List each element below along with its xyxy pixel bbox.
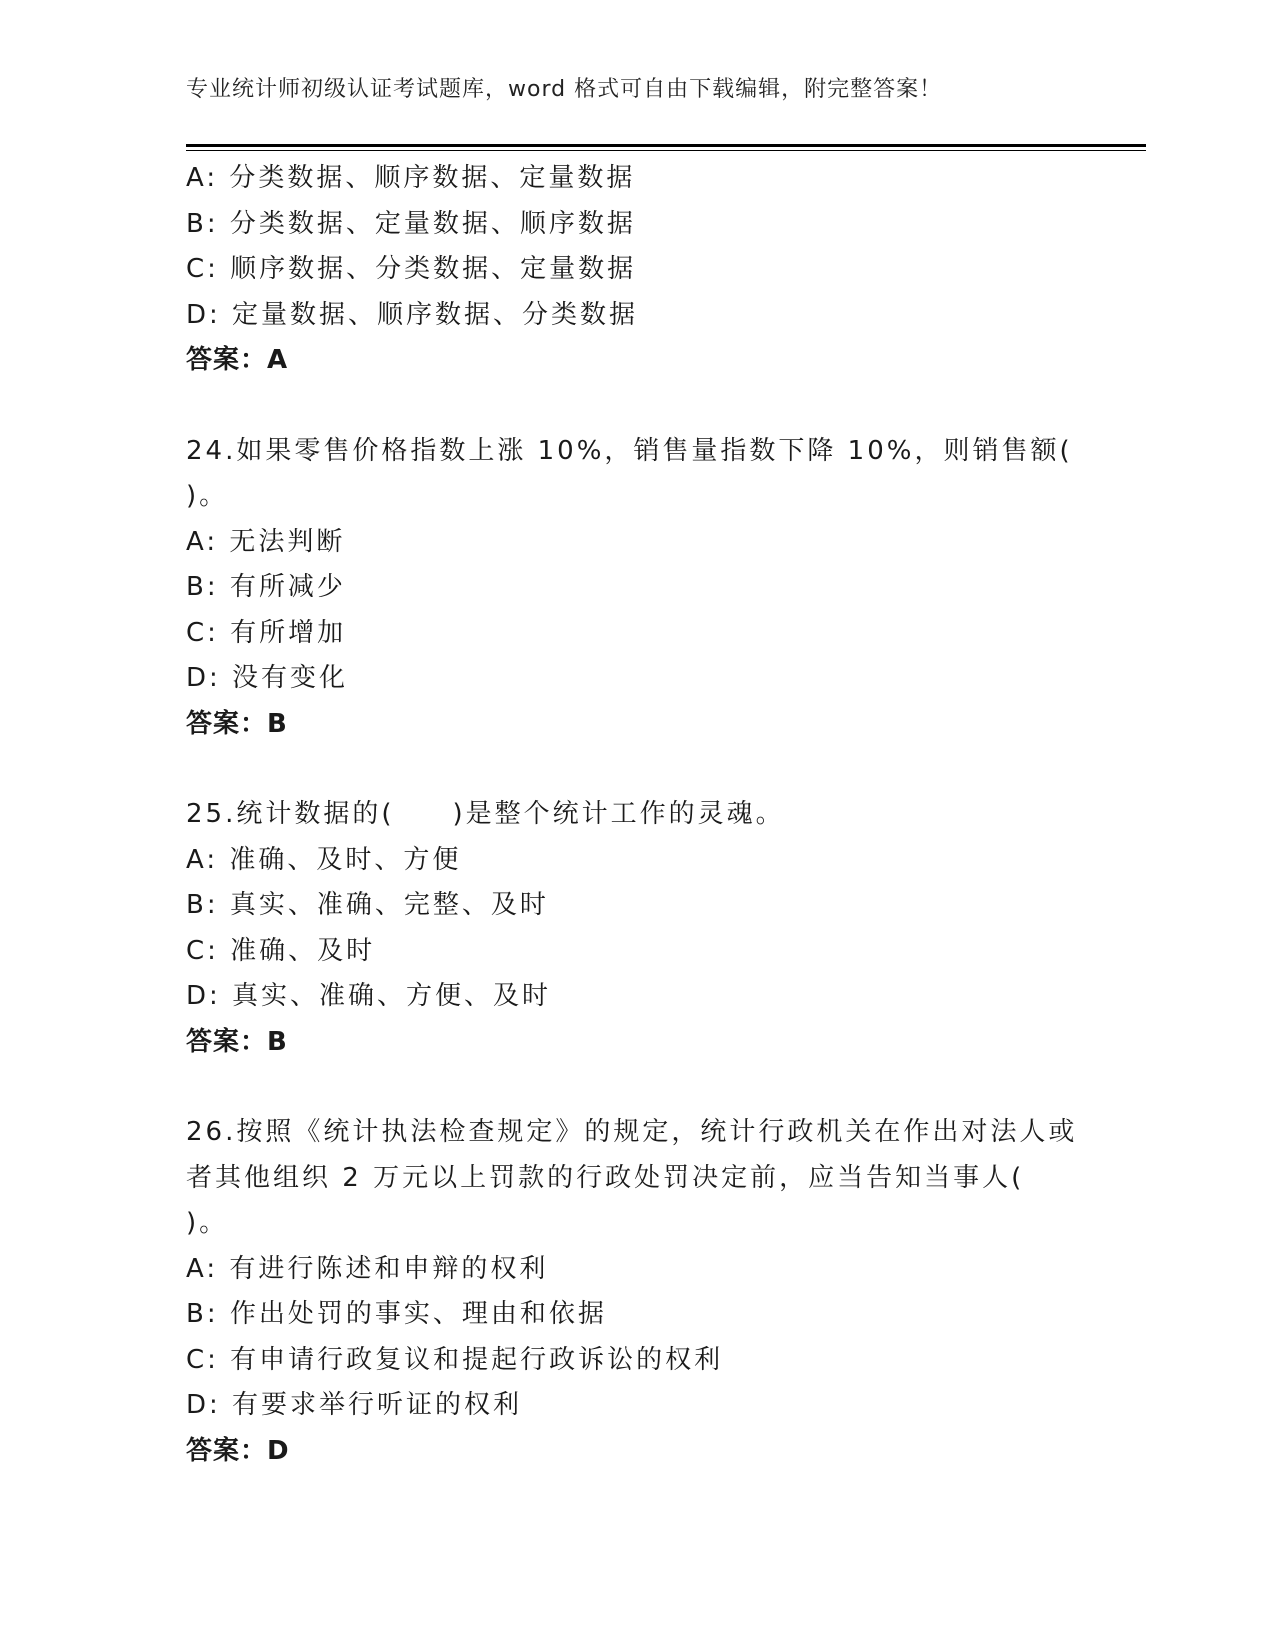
page-header: 专业统计师初级认证考试题库，word 格式可自由下载编辑，附完整答案！: [186, 77, 943, 102]
answer-line: 答案：B: [186, 1026, 288, 1057]
option-d: D: 定量数据、顺序数据、分类数据: [186, 299, 639, 330]
question-block-24: [186, 429, 1086, 748]
question-block-partial: [186, 156, 1086, 384]
option-b: B: 有所减少: [186, 572, 346, 602]
spacer: [186, 1065, 1086, 1110]
option-c: C: 顺序数据、分类数据、定量数据: [186, 254, 637, 284]
answer-line: 答案：D: [186, 1435, 290, 1466]
question-stem: )。: [186, 481, 229, 511]
option-a: A: 准确、及时、方便: [186, 844, 462, 875]
spacer: [186, 747, 1086, 792]
question-block-25: [186, 792, 1086, 1065]
answer-line: 答案：B: [186, 708, 288, 739]
option-d: D: 没有变化: [186, 663, 349, 693]
option-a: A: 无法判断: [186, 526, 346, 557]
option-c: C: 有所增加: [186, 617, 347, 648]
option-a: A: 有进行陈述和申辩的权利: [186, 1253, 549, 1284]
option-c: C: 有申请行政复议和提起行政诉讼的权利: [186, 1344, 724, 1375]
header-rule-thick: [186, 144, 1146, 147]
option-a: A: 分类数据、顺序数据、定量数据: [186, 163, 636, 193]
option-b: B: 分类数据、定量数据、顺序数据: [186, 208, 636, 239]
question-stem: 25.统计数据的( )是整个统计工作的灵魂。: [186, 799, 785, 829]
option-d: D: 真实、准确、方便、及时: [186, 981, 552, 1011]
question-stem: )。: [186, 1208, 229, 1238]
header-rule-thin: [186, 150, 1146, 151]
option-b: B: 真实、准确、完整、及时: [186, 890, 549, 920]
question-content: [186, 156, 1086, 1474]
question-stem: 者其他组织 2 万元以上罚款的行政处罚决定前，应当告知当事人(: [186, 1162, 1025, 1193]
option-b: B: 作出处罚的事实、理由和依据: [186, 1299, 607, 1329]
question-block-26: [186, 1110, 1086, 1474]
question-stem: 24.如果零售价格指数上涨 10%，销售量指数下降 10%，则销售额(: [186, 435, 1073, 466]
spacer: [186, 384, 1086, 429]
option-d: D: 有要求举行听证的权利: [186, 1390, 523, 1420]
question-stem: 26.按照《统计执法检查规定》的规定，统计行政机关在作出对法人或: [186, 1117, 1078, 1147]
option-c: C: 准确、及时: [186, 935, 376, 966]
answer-line: 答案：A: [186, 345, 289, 375]
